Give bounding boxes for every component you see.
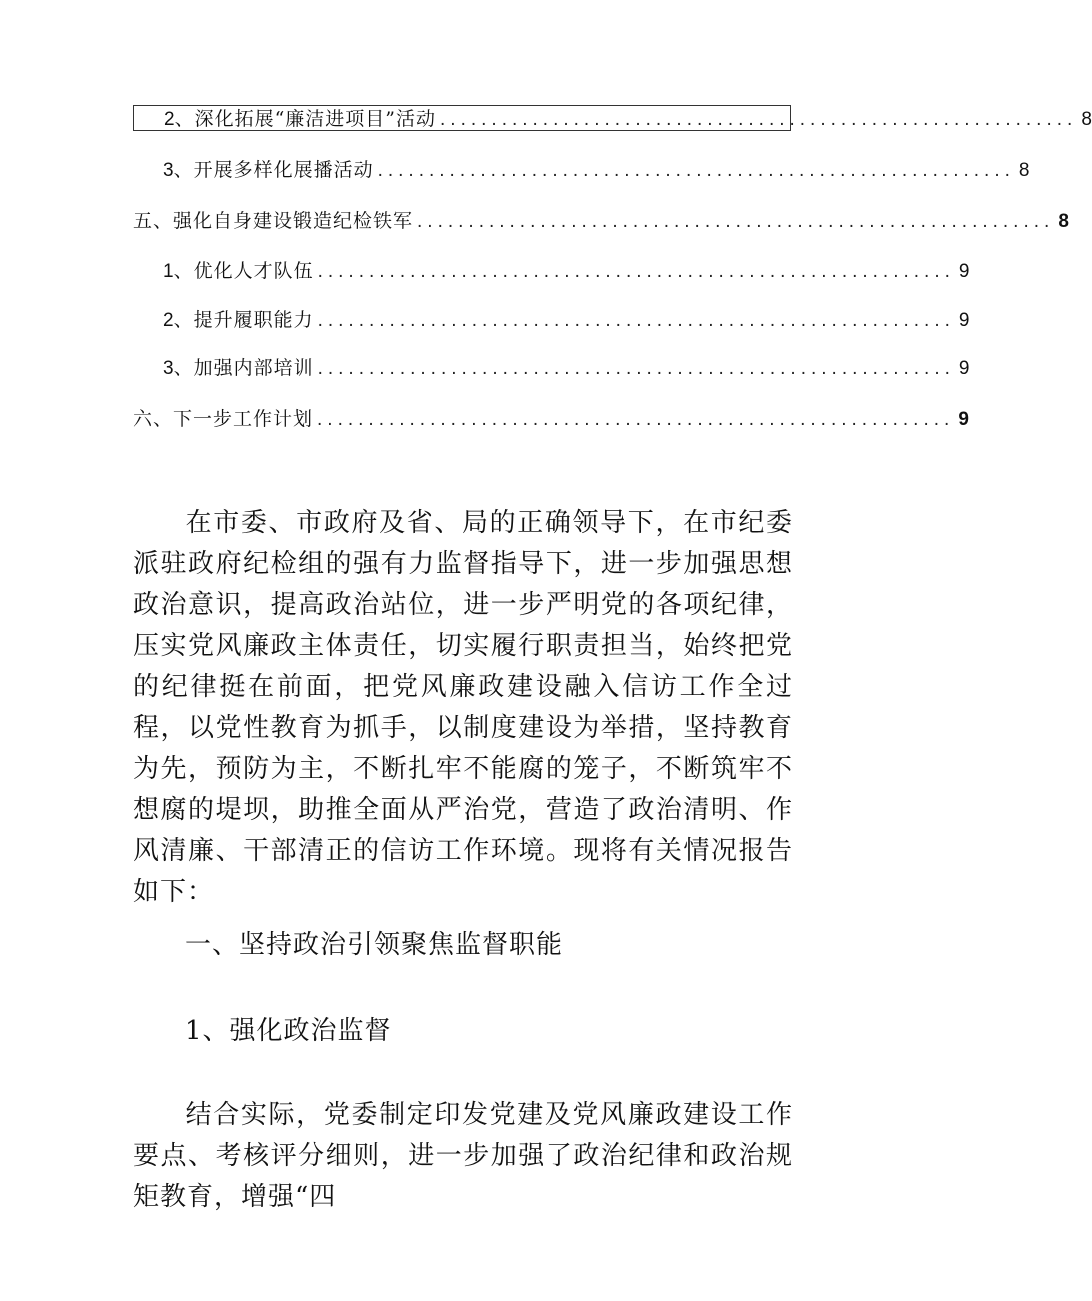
dot-leader: .............................................................. (317, 409, 955, 430)
dot-leader: .............................................................. (317, 261, 955, 282)
subsection-heading: 1、强化政治监督 (185, 1016, 392, 1046)
toc-entry[interactable] (133, 406, 969, 432)
toc-entry-title: 、加强内部培训 (173, 357, 314, 379)
toc-entry-page: 9 (958, 310, 970, 331)
toc-entry-title: 、深化拓展“廉洁进项目”活动 (174, 108, 437, 130)
toc-entry[interactable] (133, 105, 1092, 131)
dot-leader: .............................................................. (440, 109, 1078, 130)
intro-paragraph (133, 503, 793, 913)
body-paragraph (133, 1095, 793, 1218)
toc-entry-title: 、优化人才队伍 (173, 260, 314, 282)
body-text: 结合实际，党委制定印发党建及党风廉政建设工作要点、考核评分细则，进一步加强了政治纪律和政治规矩教育，增强“四 (133, 1100, 793, 1212)
toc-entry-page: 8 (1058, 211, 1069, 232)
toc-entry[interactable] (133, 208, 1069, 234)
toc-entry-title: 、提升履职能力 (173, 309, 314, 331)
toc-entry-page: 9 (958, 261, 970, 282)
toc-entry-page: 8 (1081, 109, 1092, 130)
dot-leader: .............................................................. (317, 310, 955, 331)
dot-leader: .............................................................. (417, 211, 1055, 232)
dot-leader: .............................................................. (377, 160, 1015, 181)
toc-entry-number: 2 (163, 310, 174, 331)
toc-entry-number: 3 (163, 160, 174, 181)
toc-entry-page: 8 (1018, 160, 1030, 181)
toc-entry-page: 9 (958, 409, 969, 430)
toc-entry[interactable] (163, 355, 970, 381)
toc-entry[interactable] (163, 258, 970, 284)
toc-entry-page: 9 (958, 358, 970, 379)
toc-entry-number: 1 (163, 261, 174, 282)
section-heading: 一、坚持政治引领聚焦监督职能 (185, 930, 564, 960)
toc-entry[interactable] (163, 307, 970, 333)
toc-entry-number: 2 (164, 109, 175, 130)
toc-entry-title: 、开展多样化展播活动 (173, 159, 374, 181)
toc-entry-number: 3 (163, 358, 174, 379)
dot-leader: .............................................................. (317, 358, 955, 379)
toc-entry-title: 五、强化自身建设锻造纪检铁军 (133, 210, 414, 232)
toc-entry-title: 六、下一步工作计划 (133, 408, 314, 430)
toc-entry[interactable] (163, 157, 1030, 183)
intro-text: 在市委、市政府及省、局的正确领导下，在市纪委派驻政府纪检组的强有力监督指导下，进一步加强思想政治意识，提高政治站位，进一步严明党的各项纪律，压实党风廉政主体责任，切实履行职责担当，始终把党的纪律挺在前面，把党风廉政建设融入信访工作全过程，以党性教育为抓手，以制度建设为举措，坚持教育为先，预防为主，不断扎牢不能腐的笼子，不断筑牢不想腐的堤坝，助推全面从严治党，营造了政治清明、作风清廉、干部清正的信访工作环境。现将有关情况报告如下： (133, 508, 793, 907)
